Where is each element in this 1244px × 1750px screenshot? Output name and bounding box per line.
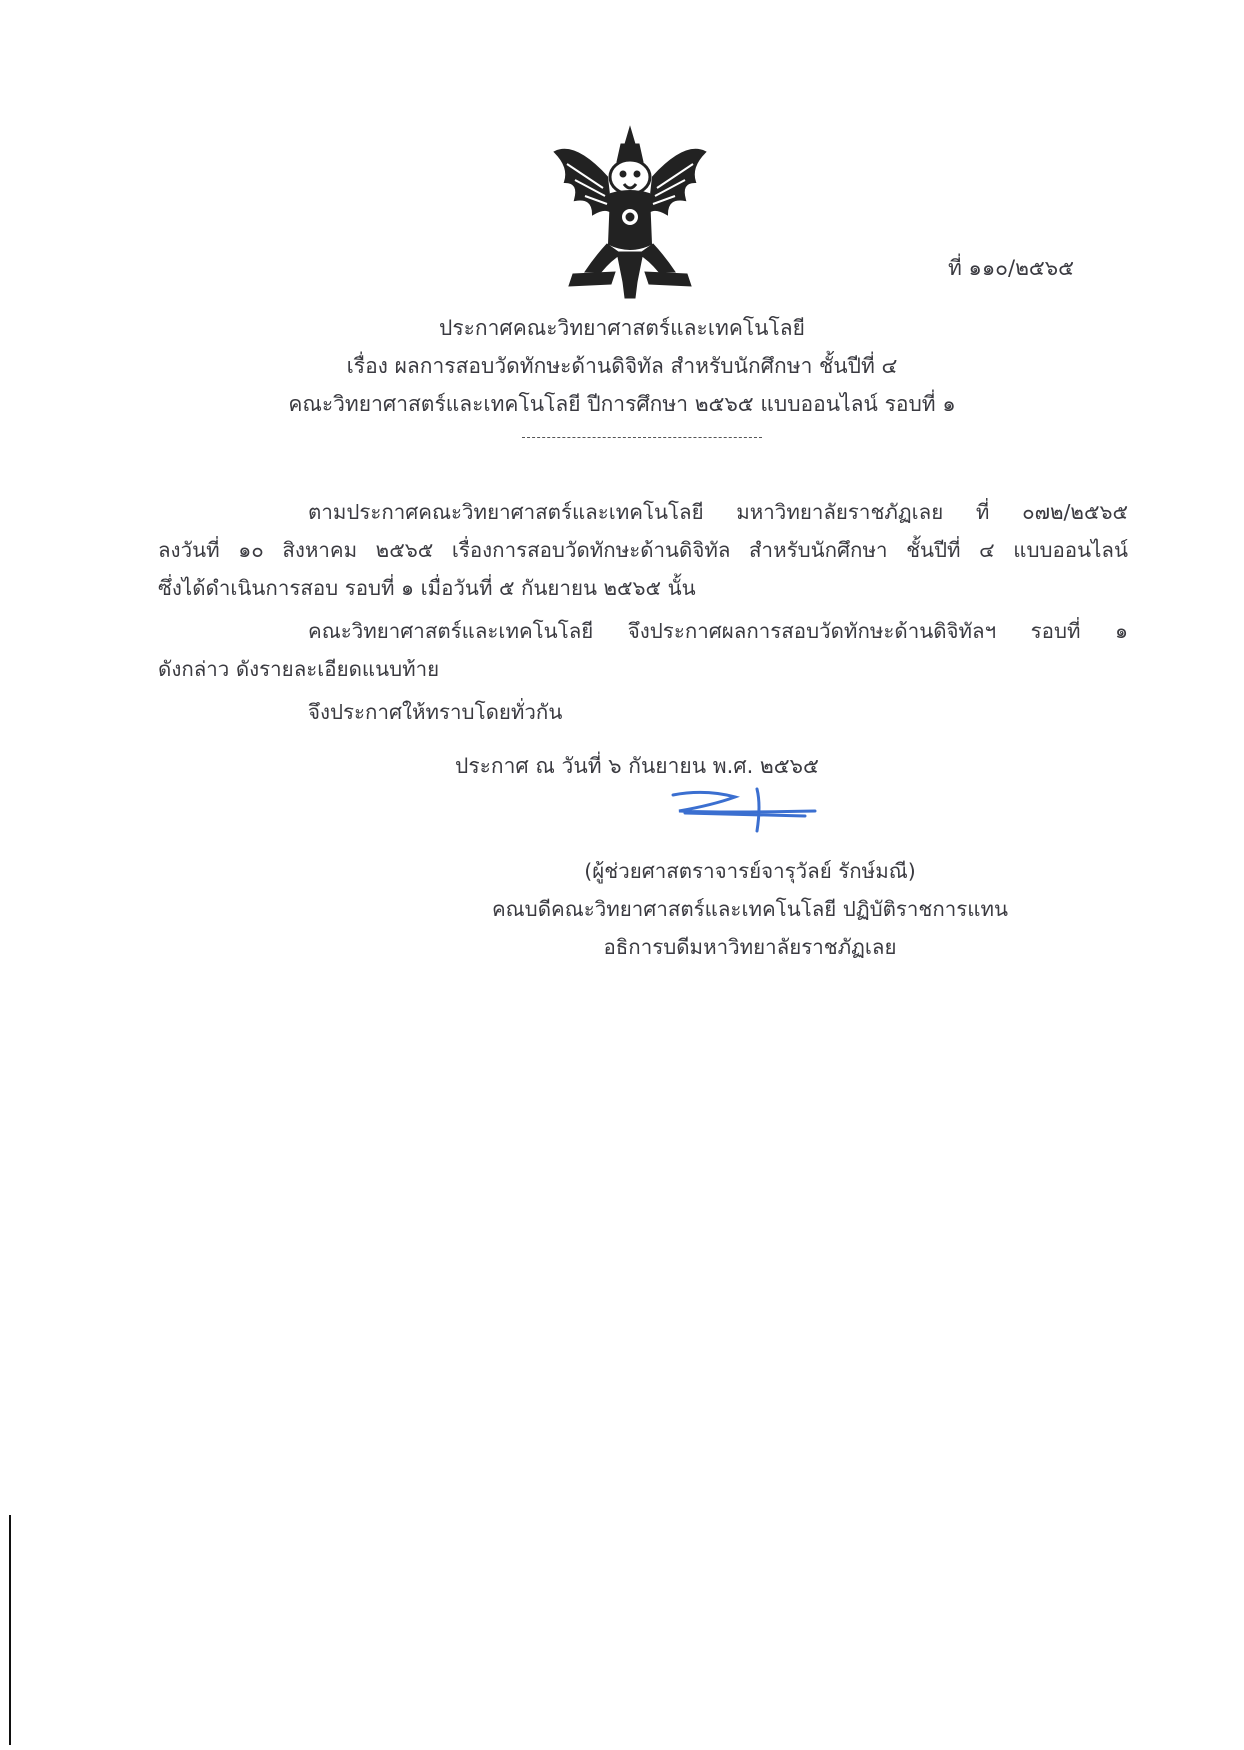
signer-position-continued: อธิการบดีมหาวิทยาลัยราชภัฏเลย [603, 935, 897, 959]
announcement-date: ประกาศ ณ วันที่ ๖ กันยายน พ.ศ. ๒๕๖๕ [455, 754, 819, 778]
signer-name: (ผู้ช่วยศาสตราจารย์จารุวัลย์ รักษ์มณี) [584, 859, 916, 883]
announcement-subject: เรื่อง ผลการสอบวัดทักษะด้านดิจิทัล สำหรับนักศึกษา ชั้นปีที่ ๔ [346, 354, 898, 378]
garuda-emblem-icon [545, 122, 715, 302]
paragraph-line: ซึ่งได้ดำเนินการสอบ รอบที่ ๑ เมื่อวันที่ ๕ กันยายน ๒๕๖๕ นั้น [158, 576, 696, 600]
paragraph-announcement [158, 612, 1128, 688]
scan-edge-line [9, 1515, 11, 1745]
signature-image [665, 783, 835, 838]
header-divider [522, 437, 762, 438]
paragraph-line: ดังกล่าว ดังรายละเอียดแนบท้าย [158, 657, 440, 681]
paragraph-line: จึงประกาศให้ทราบโดยทั่วกัน [308, 700, 563, 724]
document-number: ที่ ๑๑๐/๒๕๖๕ [948, 256, 1075, 280]
paragraph-line: คณะวิทยาศาสตร์และเทคโนโลยี จึงประกาศผลการสอบวัดทักษะด้านดิจิทัลฯ รอบที่ ๑ [308, 619, 1128, 643]
announcement-subject-continued: คณะวิทยาศาสตร์และเทคโนโลยี ปีการศึกษา ๒๕๖๕ แบบออนไลน์ รอบที่ ๑ [288, 392, 956, 416]
paragraph-reference [158, 493, 1128, 607]
signer-position: คณบดีคณะวิทยาศาสตร์และเทคโนโลยี ปฏิบัติราชการแทน [491, 897, 1009, 921]
paragraph-line: ตามประกาศคณะวิทยาศาสตร์และเทคโนโลยี มหาวิทยาลัยราชภัฏเลย ที่ ๐๗๒/๒๕๖๕ [308, 500, 1128, 524]
paragraph-closing [158, 693, 1128, 731]
paragraph-line: ลงวันที่ ๑๐ สิงหาคม ๒๕๖๕ เรื่องการสอบวัดทักษะด้านดิจิทัล สำหรับนักศึกษา ชั้นปีที่ ๔ แบบออนไลน์ [158, 538, 1128, 562]
announcement-title: ประกาศคณะวิทยาศาสตร์และเทคโนโลยี [439, 316, 805, 340]
